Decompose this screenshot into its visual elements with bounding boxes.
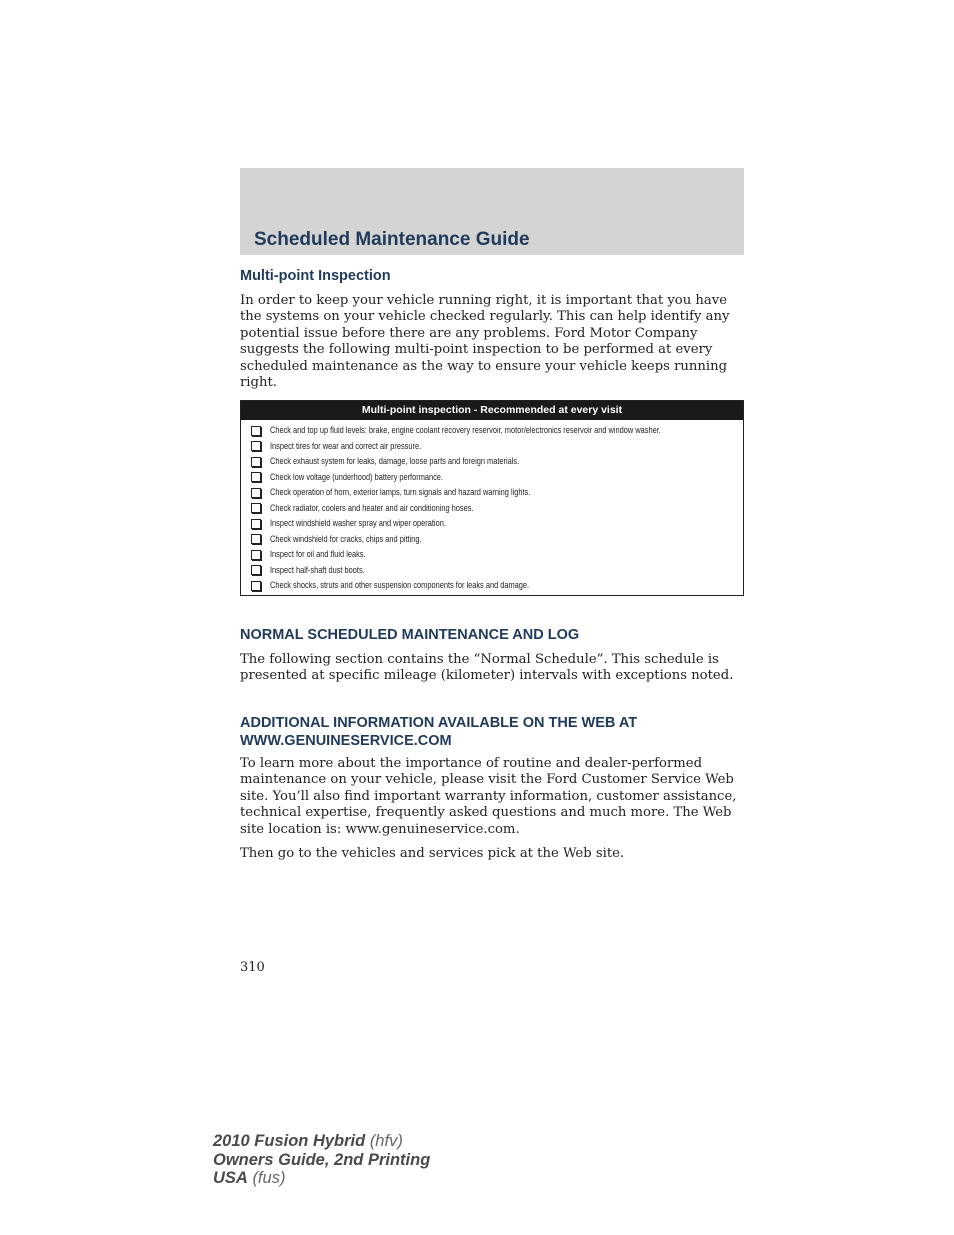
checklist-item: Check radiator, coolers and heater and air conditioning hoses. [241, 501, 743, 517]
additional-heading-line2: WWW.GENUINESERVICE.COM [240, 732, 452, 749]
document-footer [213, 1132, 430, 1188]
additional-heading-line1: ADDITIONAL INFORMATION AVAILABLE ON THE WEB AT [240, 715, 638, 731]
checkbox-icon [251, 519, 261, 529]
normal-maintenance-heading: NORMAL SCHEDULED MAINTENANCE AND LOG [240, 627, 580, 643]
page-number: 310 [240, 960, 265, 975]
checklist-item: Inspect for oil and fluid leaks. [241, 547, 743, 563]
checkbox-icon [251, 457, 261, 467]
multipoint-heading: Multi-point Inspection [240, 268, 391, 284]
multipoint-intro: In order to keep your vehicle running right, it is important that you have the systems on your vehicle checked regularly. This can help identify any potential issue before there are any problems. Ford Motor Company suggests the following multi-point inspection to be performed at every scheduled maintenance as the way to ensure your vehicle keeps running right. [240, 293, 730, 391]
section-header-band [240, 168, 744, 255]
checkbox-icon [251, 488, 261, 498]
checklist-item: Inspect half-shaft dust boots. [241, 563, 743, 579]
footer-market-code: (fus) [252, 1169, 286, 1187]
additional-info-text: To learn more about the importance of routine and dealer-performed maintenance on your vehicle, please visit the Ford Customer Service Web site. You’ll also find important warranty information, customer assistance, technical expertise, frequently asked questions and much more. The Web site location is: www.genuineservice.com. [240, 756, 737, 837]
checkbox-icon [251, 472, 261, 482]
footer-market: USA [213, 1169, 248, 1187]
checklist-items [241, 423, 743, 594]
checklist-item: Inspect tires for wear and correct air pressure. [241, 439, 743, 455]
additional-info-text2: Then go to the vehicles and services pick at the Web site. [240, 846, 625, 861]
footer-model-code: (hfv) [369, 1132, 403, 1150]
checkbox-icon [251, 581, 261, 591]
checklist-item: Check low voltage (underhood) battery performance. [241, 470, 743, 486]
checkbox-icon [251, 503, 261, 513]
footer-guide: Owners Guide, 2nd Printing [213, 1150, 431, 1169]
checklist-item: Check operation of horn, exterior lamps, turn signals and hazard warning lights. [241, 485, 743, 501]
checkbox-icon [251, 441, 261, 451]
additional-info-heading [240, 715, 637, 750]
checkbox-icon [251, 550, 261, 560]
checkbox-icon [251, 426, 261, 436]
checklist-item: Check exhaust system for leaks, damage, loose parts and foreign materials. [241, 454, 743, 470]
footer-model: 2010 Fusion Hybrid [213, 1132, 366, 1150]
checklist-item: Check and top up fluid levels: brake, engine coolant recovery reservoir, motor/electronics reservoir and window washer. [241, 423, 743, 439]
checklist-item: Inspect windshield washer spray and wiper operation. [241, 516, 743, 532]
checklist-item: Check shocks, struts and other suspension components for leaks and damage. [241, 578, 743, 594]
checkbox-icon [251, 534, 261, 544]
normal-maintenance-text: The following section contains the “Normal Schedule”. This schedule is presented at specific mileage (kilometer) intervals with exceptions noted. [240, 652, 734, 684]
section-title: Scheduled Maintenance Guide [254, 229, 530, 250]
checklist-item: Check windshield for cracks, chips and pitting. [241, 532, 743, 548]
inspection-checklist [240, 400, 744, 596]
checkbox-icon [251, 565, 261, 575]
checklist-title: Multi-point inspection - Recommended at every visit [241, 401, 743, 420]
